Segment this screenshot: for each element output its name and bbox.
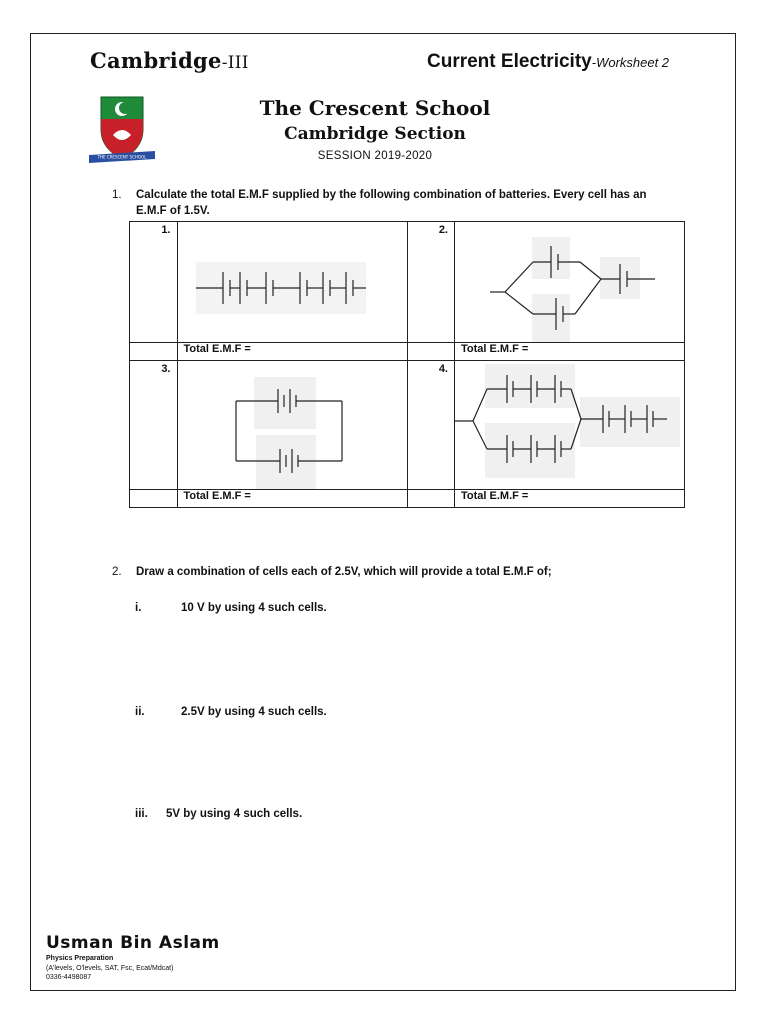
circuit-table	[129, 221, 685, 508]
school-section: Cambridge Section	[284, 124, 466, 144]
school-logo-icon	[87, 95, 157, 167]
answer-label-2: Total E.M.F =	[455, 343, 685, 361]
school-name: The Crescent School	[259, 96, 491, 120]
question2: 2. Draw a combination of cells each of 2.5V, which will provide a total E.M.F of;	[112, 566, 552, 578]
question1-line2: E.M.F of 1.5V.	[136, 205, 210, 217]
circuit-3	[177, 361, 407, 490]
question2-part-ii: ii. 2.5V by using 4 such cells.	[135, 706, 327, 718]
question2-part-i: i. 10 V by using 4 such cells.	[135, 602, 327, 614]
footer-phone: 0336-4498087	[46, 974, 92, 981]
question1-line1: 1. Calculate the total E.M.F supplied by the following combination of batteries. Every cell has an	[112, 189, 647, 201]
complex-battery-diagram	[455, 361, 684, 489]
circuit-1	[177, 222, 407, 343]
cell-label-3: 3.	[130, 361, 178, 490]
parallel-loop-battery-diagram	[178, 361, 407, 489]
parallel-series-battery-diagram	[455, 222, 684, 342]
page-border	[30, 33, 736, 991]
cell-label-1: 1.	[130, 222, 178, 343]
circuit-2	[455, 222, 685, 343]
cell-label-4: 4.	[407, 361, 455, 490]
circuit-4	[455, 361, 685, 490]
cell-label-2: 2.	[407, 222, 455, 343]
footer-subtitle: Physics Preparation	[46, 955, 114, 962]
header-left-title: Cambridge-III	[90, 48, 249, 73]
answer-label-3: Total E.M.F =	[177, 490, 407, 508]
question2-part-iii: iii. 5V by using 4 such cells.	[135, 808, 303, 820]
header-right-title: Current Electricity-Worksheet 2	[427, 51, 670, 72]
answer-label-4: Total E.M.F =	[455, 490, 685, 508]
footer-courses: (A'levels, O'levels, SAT, Fsc, Ecat/Mdcat)	[46, 965, 174, 972]
svg-text:THE CRESCENT SCHOOL: THE CRESCENT SCHOOL	[97, 154, 147, 160]
answer-label-1: Total E.M.F =	[177, 343, 407, 361]
series-battery-diagram	[178, 222, 407, 342]
session: SESSION 2019-2020	[317, 150, 433, 162]
footer-author: Usman Bin Aslam	[46, 933, 220, 953]
